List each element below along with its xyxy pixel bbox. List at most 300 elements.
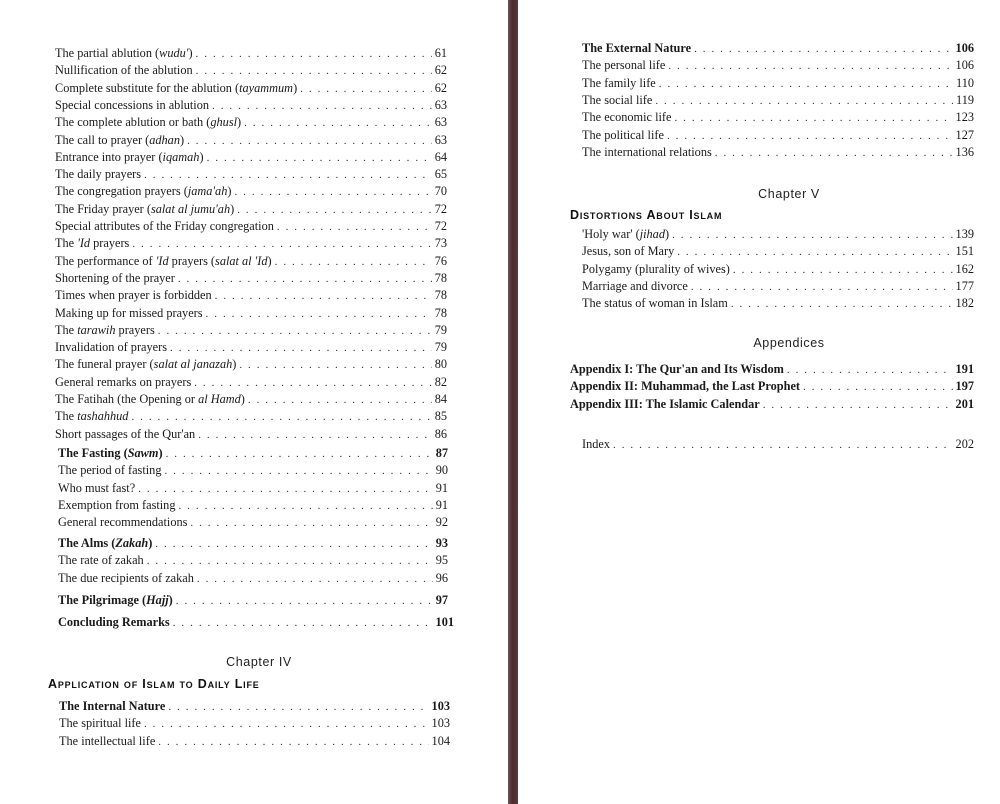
toc-entry-title xyxy=(55,133,187,148)
toc-entry-title xyxy=(55,150,207,165)
toc-entry-term: tarawih xyxy=(77,322,116,337)
toc-entry-term: tayammum xyxy=(239,80,294,95)
toc-entry-title xyxy=(55,98,212,113)
toc-entry-page: 82 xyxy=(434,374,447,389)
dot-leader xyxy=(667,129,953,144)
toc-entry-title xyxy=(55,219,277,234)
toc-entry-text: Index xyxy=(582,437,610,451)
toc-entry-title xyxy=(582,93,655,108)
toc-entry-page: 96 xyxy=(435,570,448,585)
toc-entry xyxy=(570,362,974,378)
toc-entry-text: The international relations xyxy=(582,144,712,159)
dot-leader xyxy=(168,700,428,715)
toc-entry-title xyxy=(55,375,194,390)
toc-entry-page: 123 xyxy=(955,110,974,125)
toc-entry-page: 78 xyxy=(434,270,447,285)
toc-entry xyxy=(58,615,454,631)
toc-entry-title xyxy=(55,357,239,372)
toc-entry-title xyxy=(55,202,237,217)
toc-entry-page: 139 xyxy=(955,227,974,241)
toc-entry-page: 177 xyxy=(955,278,974,293)
toc-entry-page: 136 xyxy=(955,144,974,159)
toc-entry-text: The status of woman in Islam xyxy=(582,296,728,311)
dot-leader xyxy=(176,594,433,609)
toc-entry-text: General recommendations xyxy=(58,515,188,530)
toc-entry-text: ) xyxy=(168,593,173,607)
toc-entry-text: Concluding Remarks xyxy=(58,615,170,629)
toc-entry-title xyxy=(582,128,667,143)
dot-leader xyxy=(178,272,432,287)
toc-entry-page: 103 xyxy=(431,716,450,731)
toc-entry-title xyxy=(570,379,803,394)
toc-entry-title xyxy=(582,41,694,56)
toc-entry-title xyxy=(582,145,715,160)
toc-entry-title xyxy=(55,115,244,130)
toc-entry-title xyxy=(55,340,170,355)
toc-entry-page: 202 xyxy=(955,437,974,451)
toc-entry-text: Jesus, son of Mary xyxy=(582,244,675,259)
toc-entry-page: 64 xyxy=(434,149,447,164)
toc-entry xyxy=(582,93,974,109)
toc-entry xyxy=(582,262,974,278)
toc-entry-text: ) xyxy=(232,357,237,372)
toc-entry-title xyxy=(58,593,176,608)
toc-entry-text: The call to prayer ( xyxy=(55,132,150,147)
toc-entry-text: The xyxy=(55,409,78,424)
toc-entry-text: The economic life xyxy=(582,110,672,125)
toc-entry xyxy=(59,716,450,732)
dot-leader xyxy=(677,245,952,260)
toc-entry xyxy=(582,41,974,57)
dot-leader xyxy=(147,554,433,569)
dot-leader xyxy=(237,203,431,218)
toc-entry-page: 182 xyxy=(955,296,974,311)
toc-entry-title xyxy=(58,498,178,513)
toc-entry xyxy=(570,379,974,395)
toc-entry-title xyxy=(55,306,206,321)
toc-entry-page: 79 xyxy=(434,340,447,355)
toc-entry xyxy=(55,81,447,97)
toc-entry-page: 191 xyxy=(955,362,974,376)
toc-entry-text: ) xyxy=(227,184,232,199)
toc-entry xyxy=(55,288,447,304)
toc-entry-page: 87 xyxy=(435,446,448,460)
toc-entry-page: 201 xyxy=(955,396,974,411)
toc-entry xyxy=(55,150,447,166)
dot-leader xyxy=(300,82,432,97)
toc-entry-text: The intellectual life xyxy=(59,733,156,748)
appendices-heading: Appendices xyxy=(753,336,825,350)
toc-entry-title xyxy=(570,397,763,412)
toc-entry-text: ) xyxy=(158,446,163,460)
toc-entry-page: 90 xyxy=(435,463,448,478)
toc-entry-text: ) xyxy=(230,201,235,216)
toc-entry-term: al Hamd xyxy=(198,392,241,406)
dot-leader xyxy=(196,47,432,62)
toc-entry-term: jama'ah xyxy=(187,184,228,199)
toc-entry-text: Special concessions in ablution xyxy=(55,97,210,112)
toc-entry-title xyxy=(58,481,138,496)
toc-entry-page: 78 xyxy=(434,305,447,320)
toc-entry-page: 162 xyxy=(955,261,974,276)
toc-entry-title xyxy=(59,734,158,749)
toc-entry-term: Zakah xyxy=(115,536,149,550)
toc-entry-title xyxy=(582,58,668,73)
toc-entry-title xyxy=(55,46,196,61)
toc-entry-page: 86 xyxy=(434,426,447,441)
toc-entry-term: wudu' xyxy=(159,46,189,60)
toc-entry-title xyxy=(55,184,234,199)
toc-entry-text: The xyxy=(55,236,78,251)
toc-entry xyxy=(55,306,447,322)
toc-entry-term: ghusl xyxy=(210,115,238,130)
chapter-iv-heading: Chapter IV xyxy=(226,655,292,669)
toc-entry-text: The xyxy=(55,322,78,337)
toc-entry-title xyxy=(55,254,275,269)
toc-entry xyxy=(582,244,974,260)
toc-entry xyxy=(58,498,448,514)
toc-entry-text: Marriage and divorce xyxy=(582,278,688,293)
toc-entry-text: The complete ablution or bath ( xyxy=(55,115,211,130)
toc-entry-page: 62 xyxy=(434,63,447,78)
toc-entry-text: The External Nature xyxy=(582,41,692,55)
toc-entry-title xyxy=(55,81,300,96)
dot-leader xyxy=(212,99,432,114)
toc-entry-title xyxy=(59,699,168,714)
dot-leader xyxy=(144,168,432,183)
toc-entry-text: Short passages of the Qur'an xyxy=(55,426,196,441)
dot-leader xyxy=(144,717,429,732)
dot-leader xyxy=(132,237,431,252)
dot-leader xyxy=(196,64,432,79)
toc-entry xyxy=(582,437,974,453)
toc-entry xyxy=(55,392,447,408)
dot-leader xyxy=(131,410,431,425)
toc-entry-title xyxy=(58,446,166,461)
toc-entry-title xyxy=(58,536,155,551)
toc-entry-text: Exemption from fasting xyxy=(58,497,176,512)
toc-entry-term: Hajj xyxy=(146,593,169,607)
toc-entry-page: 119 xyxy=(956,92,974,107)
toc-entry xyxy=(55,167,447,183)
toc-entry-page: 61 xyxy=(434,46,447,60)
dot-leader xyxy=(166,447,433,462)
toc-entry xyxy=(55,375,447,391)
toc-entry-text: The rate of zakah xyxy=(58,553,144,568)
dot-leader xyxy=(207,151,432,166)
toc-entry-title xyxy=(582,296,731,311)
toc-entry-title xyxy=(58,571,197,586)
toc-entry-page: 197 xyxy=(955,379,974,394)
toc-entry xyxy=(582,58,974,74)
toc-entry-title xyxy=(55,63,196,78)
toc-entry-term: Sawm xyxy=(127,446,159,460)
toc-entry-term: iqamah xyxy=(162,149,200,164)
toc-entry xyxy=(58,481,448,497)
toc-entry-title xyxy=(55,409,131,424)
toc-entry-term: salat al janazah xyxy=(153,357,233,372)
toc-entry-title xyxy=(55,236,132,251)
toc-entry-text: Who must fast? xyxy=(58,480,136,495)
toc-entry xyxy=(582,128,974,144)
toc-entry xyxy=(55,98,447,114)
toc-entry-text: The social life xyxy=(582,92,653,107)
toc-entry-page: 79 xyxy=(434,322,447,337)
dot-leader xyxy=(170,341,432,356)
toc-entry-text: The daily prayers xyxy=(55,167,142,182)
toc-entry xyxy=(582,279,974,295)
toc-entry-text: Shortening of the prayer xyxy=(55,270,175,285)
toc-entry-page: 93 xyxy=(435,536,448,550)
dot-leader xyxy=(173,616,433,631)
toc-entry-text: Entrance into prayer ( xyxy=(55,149,163,164)
toc-entry-title xyxy=(582,227,672,242)
toc-entry-text: Polygamy (plurality of wives) xyxy=(582,261,730,276)
toc-entry xyxy=(55,254,447,270)
toc-entry-page: 85 xyxy=(434,409,447,424)
toc-entry-text: ) xyxy=(179,132,185,147)
toc-entry-text: The Friday prayer ( xyxy=(55,201,151,216)
toc-entry-text: The political life xyxy=(582,127,664,142)
toc-entry-page: 106 xyxy=(955,58,974,73)
dot-leader xyxy=(715,146,953,161)
toc-entry xyxy=(55,46,447,62)
toc-entry-text: The Pilgrimage ( xyxy=(58,593,147,607)
dot-leader xyxy=(674,111,952,126)
toc-entry-title xyxy=(582,244,677,259)
toc-entry-text: ) xyxy=(237,115,242,130)
toc-entry-title xyxy=(55,427,198,442)
toc-entry-page: 103 xyxy=(431,699,450,713)
dot-leader xyxy=(731,297,953,312)
dot-leader xyxy=(659,77,953,92)
toc-entry-title xyxy=(570,362,787,377)
toc-entry-page: 72 xyxy=(434,201,447,216)
dot-leader xyxy=(244,116,432,131)
toc-entry xyxy=(58,536,448,552)
toc-entry-page: 63 xyxy=(434,132,447,147)
toc-entry-page: 70 xyxy=(434,184,447,199)
toc-entry-text: ) xyxy=(267,253,272,268)
toc-entry-text: The partial ablution ( xyxy=(55,46,160,60)
toc-entry-term: salat al jumu'ah xyxy=(150,201,231,216)
toc-entry-term: salat al 'Id xyxy=(215,253,268,268)
toc-entry-text: Appendix II: Muhammad, the Last Prophet xyxy=(570,379,801,394)
dot-leader xyxy=(198,428,432,443)
toc-entry-title xyxy=(582,76,659,91)
chapter-v-title: Distortions About Islam xyxy=(570,208,723,222)
toc-entry xyxy=(582,227,974,243)
toc-entry-page: 65 xyxy=(434,167,447,182)
toc-entry-term: jihad xyxy=(639,227,665,241)
toc-entry xyxy=(55,236,447,252)
dot-leader xyxy=(248,393,432,408)
chapter-v-heading: Chapter V xyxy=(758,187,820,201)
toc-entry-page: 76 xyxy=(434,253,447,268)
toc-entry xyxy=(55,357,447,373)
toc-entry-title xyxy=(55,271,178,286)
toc-entry-title xyxy=(582,110,674,125)
dot-leader xyxy=(194,376,431,391)
dot-leader xyxy=(239,358,431,373)
toc-entry-text: The period of fasting xyxy=(58,463,162,478)
toc-entry-text: Complete substitute for the ablution ( xyxy=(55,80,240,95)
dot-leader xyxy=(215,289,432,304)
toc-entry-page: 110 xyxy=(956,75,974,90)
toc-entry-text: 'Holy war' ( xyxy=(582,227,640,241)
toc-entry-title xyxy=(58,615,173,630)
toc-entry-text: ) xyxy=(199,149,204,164)
toc-entry-text: Nullification of the ablution xyxy=(55,63,193,78)
toc-entry-title xyxy=(55,167,144,182)
toc-entry-text: Special attributes of the Friday congregation xyxy=(55,219,274,233)
toc-entry-page: 106 xyxy=(955,41,974,55)
toc-entry-page: 91 xyxy=(435,480,448,495)
dot-leader xyxy=(763,398,953,413)
toc-entry xyxy=(58,593,448,609)
toc-entry xyxy=(55,409,447,425)
toc-entry-page: 62 xyxy=(434,80,447,95)
toc-entry-page: 78 xyxy=(434,288,447,303)
chapter-iv-title: Application of Islam to Daily Life xyxy=(48,677,260,691)
toc-entry-text: The funeral prayer ( xyxy=(55,357,154,372)
toc-entry-text: Invalidation of prayers xyxy=(55,340,167,355)
toc-entry xyxy=(582,145,974,161)
toc-entry-page: 91 xyxy=(435,497,448,512)
toc-entry-page: 72 xyxy=(434,219,447,233)
dot-leader xyxy=(197,572,433,587)
toc-entry xyxy=(582,76,974,92)
toc-entry xyxy=(58,515,448,531)
toc-entry-text: ) xyxy=(240,392,245,406)
toc-entry-text: The spiritual life xyxy=(59,716,141,731)
toc-entry-title xyxy=(55,288,215,303)
toc-entry xyxy=(59,734,450,750)
toc-entry-page: 95 xyxy=(435,553,448,568)
toc-entry-text: The due recipients of zakah xyxy=(58,570,194,585)
toc-entry-term: adhan xyxy=(149,132,180,147)
dot-leader xyxy=(234,185,431,200)
toc-entry xyxy=(58,463,448,479)
toc-entry-page: 101 xyxy=(435,615,454,629)
toc-entry-title xyxy=(582,437,613,452)
toc-entry-text: The Alms ( xyxy=(58,536,116,550)
dot-leader xyxy=(672,228,952,243)
toc-entry xyxy=(55,202,447,218)
dot-leader xyxy=(138,482,433,497)
dot-leader xyxy=(655,94,953,109)
dot-leader xyxy=(691,280,953,295)
dot-leader xyxy=(164,464,432,479)
toc-entry-text: ) xyxy=(664,227,670,241)
toc-entry-text: prayers xyxy=(115,322,155,337)
toc-entry xyxy=(582,110,974,126)
toc-entry xyxy=(55,115,447,131)
dot-leader xyxy=(277,220,432,235)
toc-entry-term: 'Id xyxy=(155,253,169,268)
dot-leader xyxy=(158,324,432,339)
toc-entry-text: The personal life xyxy=(582,58,666,73)
dot-leader xyxy=(158,735,428,750)
dot-leader xyxy=(190,516,432,531)
toc-entry-title xyxy=(55,323,158,338)
toc-entry xyxy=(582,296,974,312)
dot-leader xyxy=(155,537,432,552)
toc-entry-text: ) xyxy=(148,536,153,550)
dot-leader xyxy=(733,263,953,278)
toc-entry xyxy=(55,184,447,200)
dot-leader xyxy=(178,499,432,514)
toc-entry-text: Appendix I: The Qur'an and Its Wisdom xyxy=(570,362,784,376)
toc-entry-page: 73 xyxy=(434,236,447,251)
toc-entry xyxy=(55,340,447,356)
toc-entry-text: General remarks on prayers xyxy=(55,374,192,389)
toc-entry xyxy=(55,427,447,443)
dot-leader xyxy=(613,438,953,453)
dot-leader xyxy=(787,363,953,378)
toc-entry xyxy=(55,63,447,79)
toc-entry xyxy=(55,323,447,339)
toc-entry-page: 80 xyxy=(434,357,447,372)
toc-entry-title xyxy=(58,515,190,530)
toc-entry-page: 127 xyxy=(955,127,974,142)
toc-entry-text: Making up for missed prayers xyxy=(55,305,203,320)
toc-entry-page: 63 xyxy=(434,97,447,112)
toc-entry xyxy=(55,271,447,287)
toc-entry-text: ) xyxy=(188,46,193,60)
dot-leader xyxy=(668,59,952,74)
toc-entry-title xyxy=(58,463,164,478)
toc-entry-term: 'Id xyxy=(77,236,91,251)
toc-entry-text: Times when prayer is forbidden xyxy=(55,288,212,303)
toc-entry-text: The Fasting ( xyxy=(58,446,128,460)
toc-entry-text: The performance of xyxy=(55,253,156,268)
toc-entry xyxy=(55,133,447,149)
dot-leader xyxy=(187,134,432,149)
dot-leader xyxy=(694,42,952,57)
dot-leader xyxy=(206,307,432,322)
toc-entry-text: The congregation prayers ( xyxy=(55,184,188,199)
toc-entry-text: Appendix III: The Islamic Calendar xyxy=(570,396,760,411)
toc-entry-page: 84 xyxy=(434,392,447,406)
toc-entry-page: 97 xyxy=(435,593,448,607)
toc-entry-text: The Fatihah (the Opening or xyxy=(55,392,199,406)
toc-entry-page: 92 xyxy=(435,515,448,530)
toc-entry-title xyxy=(582,279,691,294)
right-page xyxy=(518,0,1000,804)
toc-entry-title xyxy=(55,392,248,407)
toc-entry-term: tashahhud xyxy=(77,409,129,424)
toc-entry xyxy=(59,699,450,715)
toc-entry xyxy=(55,219,447,235)
toc-entry-page: 63 xyxy=(434,115,447,130)
dot-leader xyxy=(275,255,432,270)
toc-entry xyxy=(58,553,448,569)
toc-entry-page: 104 xyxy=(431,733,450,748)
toc-entry xyxy=(58,446,448,462)
toc-entry-title xyxy=(58,553,147,568)
toc-entry-title xyxy=(582,262,733,277)
toc-entry xyxy=(570,397,974,413)
toc-entry-title xyxy=(59,716,144,731)
dot-leader xyxy=(803,380,953,395)
toc-entry-text: prayers ( xyxy=(168,253,216,268)
book-spine xyxy=(508,0,518,804)
toc-entry-text: ) xyxy=(293,80,298,95)
toc-entry-text: The family life xyxy=(582,75,656,90)
toc-entry xyxy=(58,571,448,587)
toc-entry-page: 151 xyxy=(955,244,974,259)
